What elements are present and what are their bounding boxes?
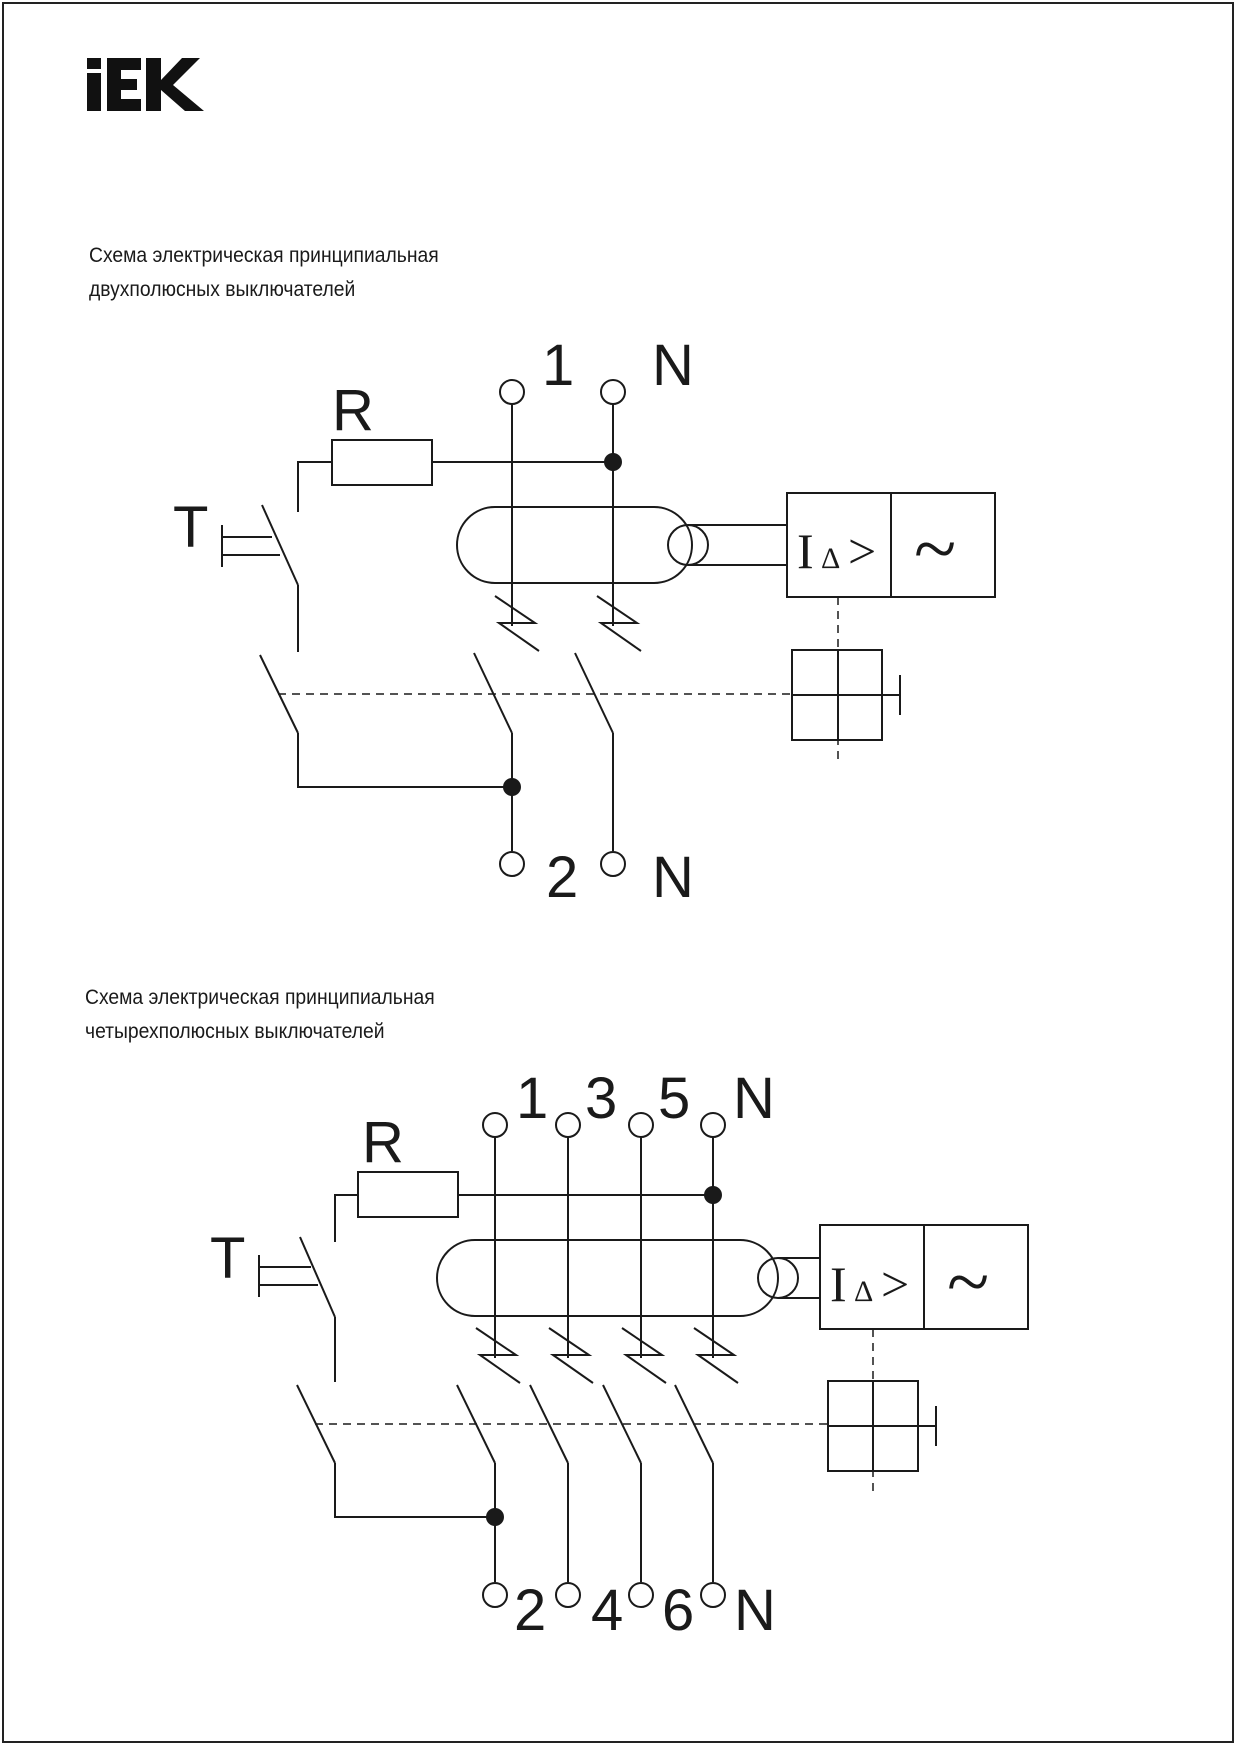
- main-contact-n: [575, 653, 613, 733]
- trip-release-3: [549, 1328, 593, 1383]
- trip-release-1: [476, 1328, 520, 1383]
- terminal-1: [483, 1113, 507, 1137]
- terminal-n-bottom: [601, 852, 625, 876]
- iek-logo: [87, 58, 207, 114]
- relay-symbol-gt: >: [848, 523, 877, 579]
- caption-two-pole-line2: двухполюсных выключателей: [89, 278, 356, 301]
- terminal-label-1: 1: [516, 1066, 549, 1131]
- terminal-1: [500, 380, 524, 404]
- terminal-label-3: 3: [585, 1066, 618, 1131]
- terminal-label-2: 2: [546, 845, 579, 910]
- resistor: [358, 1172, 458, 1217]
- caption-two-pole-line1: Схема электрическая принципиальная: [89, 244, 439, 267]
- terminal-4: [556, 1583, 580, 1607]
- test-switch: [300, 1237, 335, 1317]
- test-button-label: T: [210, 1226, 246, 1291]
- caption-four-pole-line1: Схема электрическая принципиальная: [85, 986, 435, 1009]
- main-contact-1: [474, 653, 512, 733]
- resistor: [332, 440, 432, 485]
- terminal-label-n-top: N: [652, 333, 694, 398]
- junction-dot: [604, 453, 622, 471]
- ac-symbol: ~: [914, 505, 957, 592]
- junction-dot-lower: [503, 778, 521, 796]
- terminal-label-5: 5: [658, 1066, 691, 1131]
- terminal-5: [629, 1113, 653, 1137]
- caption-two-pole: [89, 239, 439, 307]
- terminal-label-n-top: N: [733, 1066, 775, 1131]
- caption-four-pole: [85, 981, 435, 1049]
- four-pole-diagram: [0, 1060, 1238, 1660]
- summation-transformer: [437, 1240, 778, 1316]
- resistor-label: R: [362, 1110, 404, 1175]
- summation-transformer: [457, 507, 692, 583]
- trip-release-n: [597, 596, 641, 651]
- ac-symbol: ~: [947, 1238, 990, 1325]
- terminal-n-top: [701, 1113, 725, 1137]
- relay-symbol-delta: Δ: [854, 1275, 874, 1308]
- terminal-label-1: 1: [542, 333, 575, 398]
- terminal-6: [629, 1583, 653, 1607]
- main-contact-5: [603, 1385, 641, 1463]
- terminal-label-n-bottom: N: [652, 845, 694, 910]
- test-switch: [262, 505, 298, 585]
- junction-dot: [704, 1186, 722, 1204]
- relay-symbol-i: I: [830, 1256, 847, 1312]
- terminal-label-6: 6: [662, 1578, 695, 1643]
- relay-symbol-i: I: [797, 523, 814, 579]
- relay-symbol-gt: >: [881, 1256, 910, 1312]
- terminal-2: [500, 852, 524, 876]
- terminal-n-bottom: [701, 1583, 725, 1607]
- trip-release-5: [622, 1328, 666, 1383]
- terminal-label-4: 4: [591, 1578, 624, 1643]
- caption-four-pole-line2: четырехполюсных выключателей: [85, 1020, 385, 1043]
- terminal-label-2: 2: [514, 1578, 547, 1643]
- terminal-label-n-bottom: N: [734, 1578, 776, 1643]
- trip-release-n: [694, 1328, 738, 1383]
- main-contact-3: [530, 1385, 568, 1463]
- relay-symbol-delta: Δ: [821, 542, 841, 575]
- terminal-n-top: [601, 380, 625, 404]
- two-pole-diagram: [0, 320, 1238, 920]
- trip-release-1: [495, 596, 539, 651]
- junction-dot-lower: [486, 1508, 504, 1526]
- transformer-winding: [668, 525, 708, 565]
- terminal-2: [483, 1583, 507, 1607]
- test-button-label: T: [173, 495, 209, 560]
- terminal-3: [556, 1113, 580, 1137]
- resistor-label: R: [332, 378, 374, 443]
